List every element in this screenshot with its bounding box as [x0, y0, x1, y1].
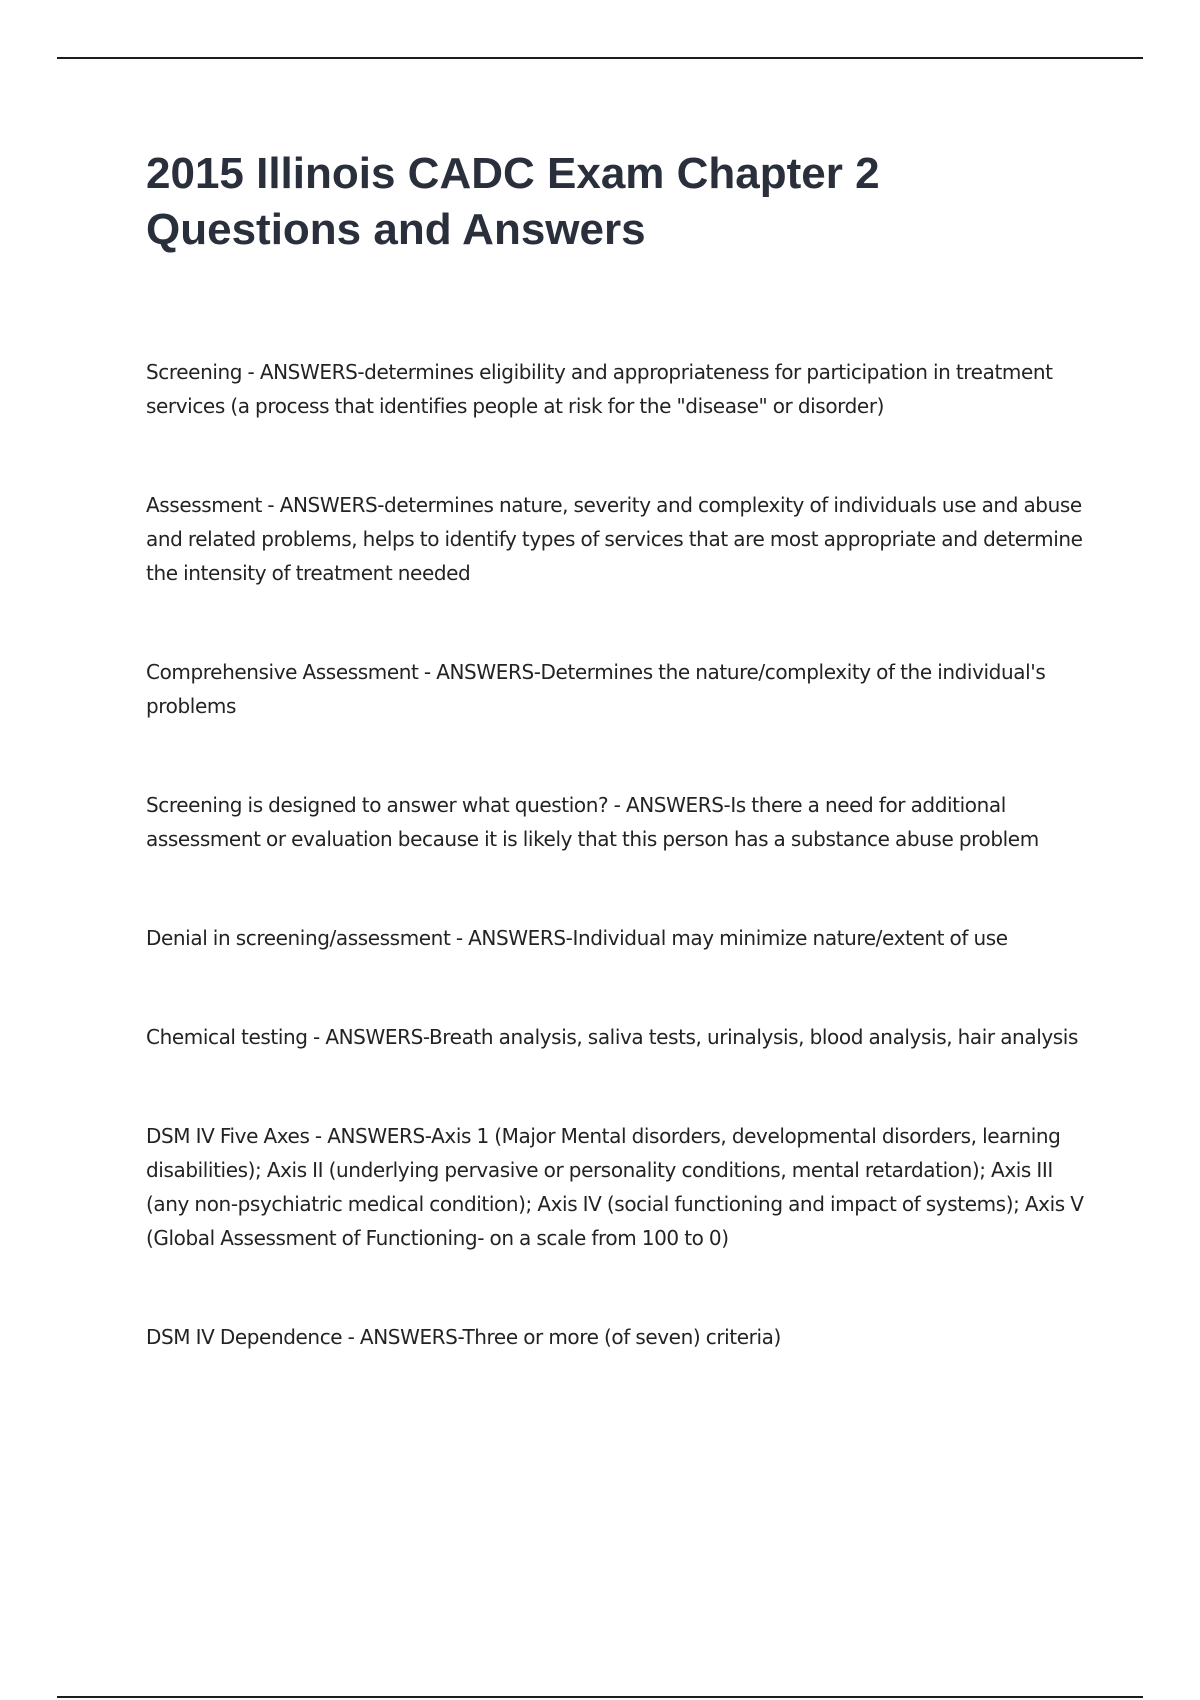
qa-entry-screening-question: Screening is designed to answer what question? - ANSWERS-Is there a need for additional assessment or evaluation because it is likely that this person has a substance abuse problem	[146, 793, 1039, 851]
qa-entry-dsm-five-axes: DSM IV Five Axes - ANSWERS-Axis 1 (Major Mental disorders, developmental disorders, learning disabilities); Axis II (underlying pervasive or personality conditions, mental retardation); Axis III (any non-psychiatric medical condition); Axis IV (social functioning and impact of systems); Axis V (Global Assessment of Functioning- on a scale from 100 to 0)	[146, 1124, 1084, 1250]
qa-entry-assessment: Assessment - ANSWERS-determines nature, severity and complexity of individuals use and abuse and related problems, helps to identify types of services that are most appropriate and determine the intensity of treatment needed	[146, 493, 1083, 585]
top-divider	[57, 57, 1143, 59]
qa-entry-dsm-dependence: DSM IV Dependence - ANSWERS-Three or more (of seven) criteria)	[146, 1325, 781, 1349]
qa-entry-screening: Screening - ANSWERS-determines eligibility and appropriateness for participation in treatment services (a process that identifies people at risk for the "disease" or disorder)	[146, 360, 1053, 418]
qa-entry-denial: Denial in screening/assessment - ANSWERS-Individual may minimize nature/extent of use	[146, 926, 1008, 950]
qa-entry-comprehensive-assessment: Comprehensive Assessment - ANSWERS-Determines the nature/complexity of the individual's problems	[146, 660, 1046, 718]
document-title: 2015 Illinois CADC Exam Chapter 2 Questions and Answers	[146, 149, 880, 254]
qa-list	[146, 355, 1086, 1419]
bottom-divider	[57, 1696, 1143, 1698]
qa-entry-chemical-testing: Chemical testing - ANSWERS-Breath analysis, saliva tests, urinalysis, blood analysis, hair analysis	[146, 1025, 1078, 1049]
